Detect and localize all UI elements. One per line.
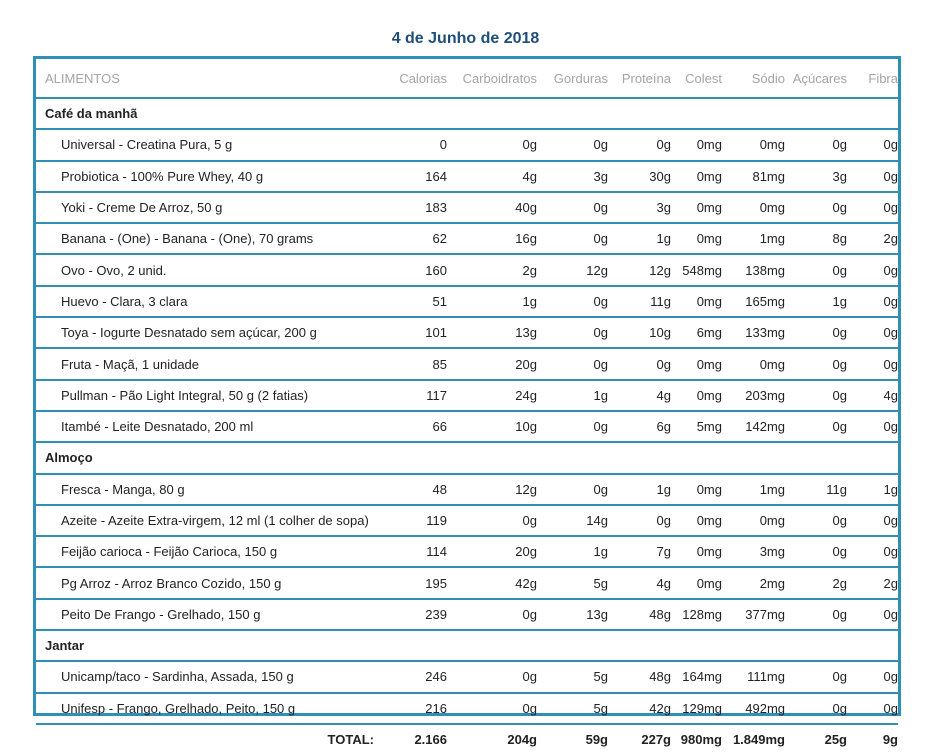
total-cell: 59g (585, 732, 608, 748)
nutrient-cell: 42g (608, 693, 671, 724)
column-header: Açúcares (785, 59, 847, 98)
food-name-cell: Unifesp - Frango, Grelhado, Peito, 150 g (36, 693, 386, 724)
nutrient-cell: 2g (847, 567, 898, 598)
nutrient-cell: 5g (537, 567, 608, 598)
nutrient-cell: 13g (447, 317, 537, 348)
nutrient-cell: 40g (447, 192, 537, 223)
column-header: Colest (671, 59, 722, 98)
nutrient-cell: 1g (847, 474, 898, 505)
column-header: Gorduras (537, 59, 608, 98)
nutrient-cell: 0g (785, 411, 847, 442)
nutrient-cell: 164 (386, 161, 447, 192)
nutrient-cell: 0g (537, 411, 608, 442)
nutrient-cell: 0g (537, 474, 608, 505)
nutrient-cell: 2g (785, 567, 847, 598)
nutrient-cell: 1g (785, 286, 847, 317)
nutrient-cell: 1g (537, 380, 608, 411)
nutrient-cell: 10g (608, 317, 671, 348)
table-row (36, 254, 898, 285)
nutrient-cell: 101 (386, 317, 447, 348)
nutrient-cell: 0g (537, 223, 608, 254)
total-cell: 9g (882, 732, 898, 748)
food-name-cell: Yoki - Creme De Arroz, 50 g (36, 192, 386, 223)
food-name-cell: Azeite - Azeite Extra-virgem, 12 ml (1 colher de sopa) (36, 505, 386, 536)
nutrient-cell: 0g (847, 661, 898, 692)
nutrient-cell: 0mg (671, 536, 722, 567)
nutrient-cell: 133mg (722, 317, 785, 348)
nutrient-cell: 1g (447, 286, 537, 317)
nutrient-cell: 2mg (722, 567, 785, 598)
food-name-cell: Fresca - Manga, 80 g (36, 474, 386, 505)
nutrient-cell: 20g (447, 348, 537, 379)
nutrient-cell: 0g (847, 286, 898, 317)
food-name-cell: Universal - Creatina Pura, 5 g (36, 129, 386, 160)
nutrient-cell: 0g (847, 161, 898, 192)
nutrient-cell: 0g (447, 505, 537, 536)
nutrient-cell: 0g (847, 348, 898, 379)
nutrient-cell: 3mg (722, 536, 785, 567)
nutrient-cell: 6mg (671, 317, 722, 348)
table-row (36, 599, 898, 630)
table-row (36, 474, 898, 505)
nutrient-cell: 2g (847, 223, 898, 254)
nutrient-cell: 0g (785, 348, 847, 379)
table-row (36, 286, 898, 317)
table-row (36, 505, 898, 536)
nutrient-cell: 0g (537, 317, 608, 348)
total-cell: 204g (507, 732, 537, 748)
nutrient-cell: 1g (537, 536, 608, 567)
food-name-cell: Peito De Frango - Grelhado, 150 g (36, 599, 386, 630)
nutrient-cell: 3g (785, 161, 847, 192)
table-row (36, 536, 898, 567)
nutrient-cell: 10g (447, 411, 537, 442)
nutrient-cell: 13g (537, 599, 608, 630)
section-title: Jantar (36, 630, 898, 661)
nutrient-cell: 0g (847, 317, 898, 348)
nutrient-cell: 0mg (722, 505, 785, 536)
nutrient-cell: 1mg (722, 223, 785, 254)
table-row (36, 411, 898, 442)
nutrient-cell: 12g (537, 254, 608, 285)
nutrient-cell: 129mg (671, 693, 722, 724)
nutrient-cell: 1g (608, 474, 671, 505)
nutrient-cell: 0mg (722, 129, 785, 160)
nutrient-cell: 1g (608, 223, 671, 254)
table-row (36, 567, 898, 598)
nutrient-cell: 0g (785, 599, 847, 630)
nutrient-cell: 114 (386, 536, 447, 567)
nutrient-cell: 0g (847, 505, 898, 536)
nutrient-cell: 0g (608, 129, 671, 160)
nutrient-cell: 0g (785, 317, 847, 348)
food-name-cell: Itambé - Leite Desnatado, 200 ml (36, 411, 386, 442)
nutrient-cell: 246 (386, 661, 447, 692)
table-row (36, 192, 898, 223)
nutrient-cell: 0mg (671, 380, 722, 411)
table-row (36, 661, 898, 692)
nutrient-cell: 0g (847, 192, 898, 223)
section-row (36, 442, 898, 473)
nutrient-cell: 0g (537, 192, 608, 223)
nutrient-cell: 30g (608, 161, 671, 192)
column-header: Proteína (608, 59, 671, 98)
column-header: Carboidratos (447, 59, 537, 98)
column-header: Calorias (386, 59, 447, 98)
nutrient-cell: 0mg (722, 348, 785, 379)
table-body (36, 98, 898, 754)
nutrient-cell: 5g (537, 693, 608, 724)
food-name-cell: Pullman - Pão Light Integral, 50 g (2 fatias) (36, 380, 386, 411)
nutrient-cell: 51 (386, 286, 447, 317)
food-name-cell: Toya - Iogurte Desnatado sem açúcar, 200 g (36, 317, 386, 348)
nutrient-cell: 0g (847, 254, 898, 285)
nutrient-cell: 3g (608, 192, 671, 223)
nutrient-cell: 24g (447, 380, 537, 411)
nutrient-cell: 12g (608, 254, 671, 285)
nutrient-cell: 0g (847, 599, 898, 630)
column-header: Sódio (722, 59, 785, 98)
nutrient-cell: 0mg (671, 192, 722, 223)
nutrient-cell: 4g (608, 380, 671, 411)
nutrient-cell: 203mg (722, 380, 785, 411)
nutrient-cell: 62 (386, 223, 447, 254)
nutrient-cell: 0g (537, 286, 608, 317)
nutrient-cell: 142mg (722, 411, 785, 442)
total-cell: 227g (641, 732, 671, 748)
food-name-cell: Banana - (One) - Banana - (One), 70 grams (36, 223, 386, 254)
table-row (36, 161, 898, 192)
nutrient-cell: 0g (847, 536, 898, 567)
nutrient-cell: 138mg (722, 254, 785, 285)
nutrient-cell: 48 (386, 474, 447, 505)
nutrient-cell: 0mg (671, 161, 722, 192)
section-row (36, 98, 898, 129)
nutrient-cell: 111mg (722, 661, 785, 692)
total-label: TOTAL: (327, 732, 374, 748)
nutrient-cell: 8g (785, 223, 847, 254)
nutrient-cell: 6g (608, 411, 671, 442)
nutrient-cell: 2g (447, 254, 537, 285)
nutrient-cell: 0g (785, 505, 847, 536)
nutrient-cell: 81mg (722, 161, 785, 192)
total-cell: 1.849mg (732, 732, 785, 748)
nutrient-cell: 7g (608, 536, 671, 567)
nutrient-cell: 239 (386, 599, 447, 630)
food-name-cell: Pg Arroz - Arroz Branco Cozido, 150 g (36, 567, 386, 598)
nutrient-cell: 12g (447, 474, 537, 505)
nutrient-cell: 160 (386, 254, 447, 285)
nutrition-table (36, 59, 898, 754)
nutrient-cell: 0g (447, 129, 537, 160)
column-header: ALIMENTOS (36, 59, 386, 98)
nutrient-cell: 0g (608, 505, 671, 536)
nutrient-cell: 4g (608, 567, 671, 598)
nutrient-cell: 0g (785, 192, 847, 223)
nutrient-cell: 4g (847, 380, 898, 411)
food-name-cell: Unicamp/taco - Sardinha, Assada, 150 g (36, 661, 386, 692)
nutrient-cell: 48g (608, 599, 671, 630)
nutrient-cell: 20g (447, 536, 537, 567)
table-row (36, 129, 898, 160)
total-cell: 980mg (680, 732, 722, 748)
nutrient-cell: 0g (785, 254, 847, 285)
table-row (36, 380, 898, 411)
section-title: Almoço (36, 442, 898, 473)
nutrient-cell: 548mg (671, 254, 722, 285)
nutrient-cell: 164mg (671, 661, 722, 692)
total-cell: 25g (824, 732, 847, 748)
food-name-cell: Fruta - Maçã, 1 unidade (36, 348, 386, 379)
table-row (36, 223, 898, 254)
food-name-cell: Feijão carioca - Feijão Carioca, 150 g (36, 536, 386, 567)
nutrient-cell: 0mg (671, 505, 722, 536)
nutrient-cell: 183 (386, 192, 447, 223)
nutrient-cell: 0g (608, 348, 671, 379)
nutrient-cell: 165mg (722, 286, 785, 317)
nutrient-cell: 0mg (671, 286, 722, 317)
table-row (36, 317, 898, 348)
nutrient-cell: 0g (785, 129, 847, 160)
header-row (36, 59, 898, 98)
food-name-cell: Huevo - Clara, 3 clara (36, 286, 386, 317)
page-title: 4 de Junho de 2018 (391, 30, 540, 47)
nutrient-cell: 42g (447, 567, 537, 598)
total-row (36, 724, 898, 754)
section-row (36, 630, 898, 661)
nutrient-cell: 0g (785, 536, 847, 567)
nutrient-cell: 119 (386, 505, 447, 536)
table-row (36, 348, 898, 379)
nutrient-cell: 66 (386, 411, 447, 442)
nutrient-cell: 0g (447, 693, 537, 724)
nutrient-cell: 0mg (671, 567, 722, 598)
nutrient-cell: 0 (386, 129, 447, 160)
nutrient-cell: 0mg (671, 348, 722, 379)
nutrient-cell: 11g (785, 474, 847, 505)
nutrient-cell: 0mg (671, 129, 722, 160)
nutrient-cell: 0mg (671, 223, 722, 254)
nutrient-cell: 11g (608, 286, 671, 317)
nutrient-cell: 128mg (671, 599, 722, 630)
nutrient-cell: 0g (847, 693, 898, 724)
section-title: Café da manhã (36, 98, 898, 129)
total-cell: 2.166 (414, 732, 447, 748)
food-name-cell: Ovo - Ovo, 2 unid. (36, 254, 386, 285)
nutrient-cell: 377mg (722, 599, 785, 630)
nutrient-cell: 0g (785, 693, 847, 724)
column-header: Fibra (847, 59, 898, 98)
nutrient-cell: 0g (447, 661, 537, 692)
nutrient-cell: 0mg (722, 192, 785, 223)
nutrient-cell: 0g (785, 661, 847, 692)
nutrient-cell: 1mg (722, 474, 785, 505)
nutrient-cell: 0g (537, 129, 608, 160)
nutrient-cell: 195 (386, 567, 447, 598)
nutrient-cell: 3g (537, 161, 608, 192)
nutrient-cell: 4g (447, 161, 537, 192)
table-row (36, 693, 898, 724)
nutrient-cell: 16g (447, 223, 537, 254)
nutrient-cell: 14g (537, 505, 608, 536)
nutrient-cell: 48g (608, 661, 671, 692)
food-name-cell: Probiotica - 100% Pure Whey, 40 g (36, 161, 386, 192)
nutrient-cell: 216 (386, 693, 447, 724)
nutrient-cell: 85 (386, 348, 447, 379)
nutrient-cell: 0g (847, 411, 898, 442)
nutrient-cell: 5g (537, 661, 608, 692)
nutrient-cell: 5mg (671, 411, 722, 442)
nutrient-cell: 117 (386, 380, 447, 411)
nutrient-cell: 0mg (671, 474, 722, 505)
nutrient-cell: 492mg (722, 693, 785, 724)
nutrient-cell: 0g (847, 129, 898, 160)
nutrient-cell: 0g (447, 599, 537, 630)
nutrient-cell: 0g (537, 348, 608, 379)
nutrient-cell: 0g (785, 380, 847, 411)
